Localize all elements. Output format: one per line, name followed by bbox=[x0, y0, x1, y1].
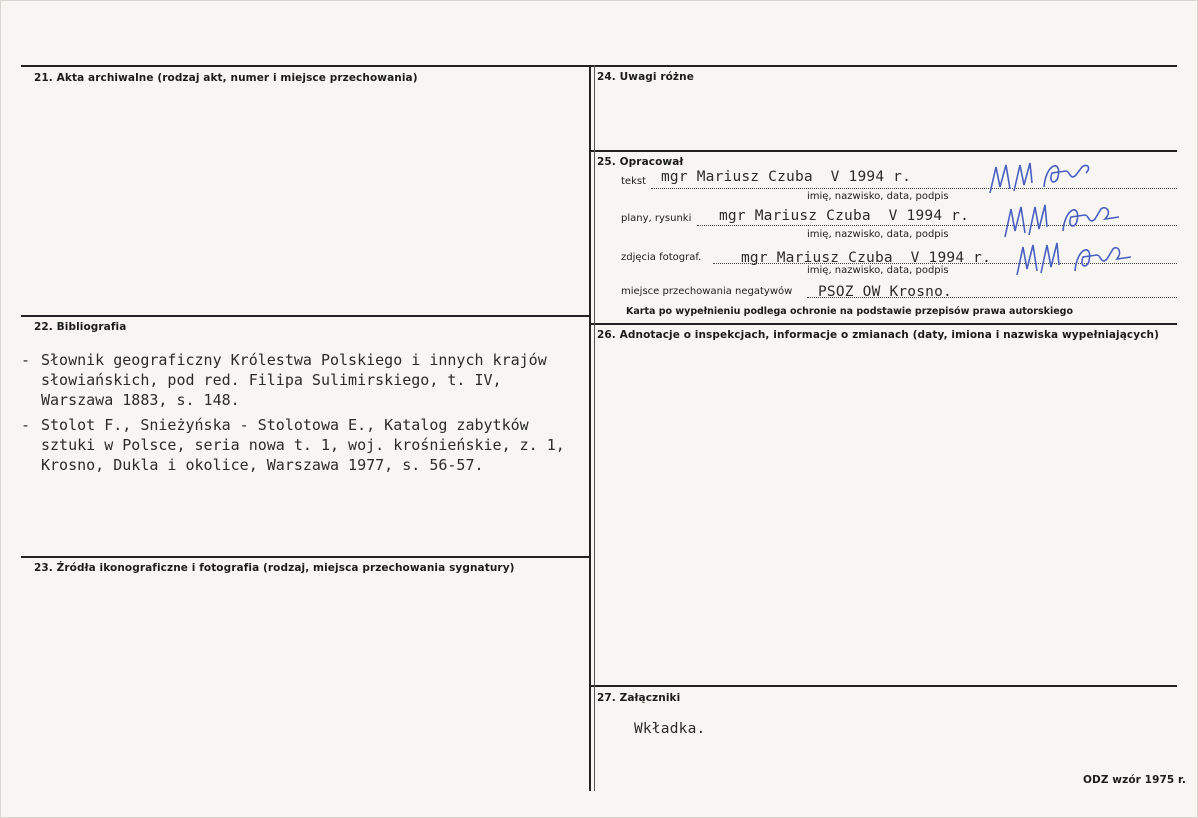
form-footer: ODZ wzór 1975 r. bbox=[1083, 774, 1186, 786]
negatywy-label: miejsce przechowania negatywów bbox=[621, 286, 793, 297]
zdjecia-value: mgr Mariusz Czuba V 1994 r. bbox=[741, 250, 992, 266]
zdjecia-caption: imię, nazwisko, data, podpis bbox=[807, 265, 949, 276]
plany-value: mgr Mariusz Czuba V 1994 r. bbox=[719, 208, 970, 224]
negatywy-value: PSOZ OW Krosno. bbox=[818, 284, 952, 300]
tekst-label: tekst bbox=[621, 176, 646, 187]
section-22-label: 22. Bibliografia bbox=[34, 321, 127, 333]
zdjecia-label: zdjęcia fotograf. bbox=[621, 252, 702, 263]
section-25-label: 25. Opracował bbox=[597, 156, 684, 168]
section-26-label: 26. Adnotacje o inspekcjach, informacje o zmianach (daty, imiona i nazwiska wypełniających) bbox=[597, 329, 1159, 341]
bibliography-item: - Słownik geograficzny Królestwa Polskiego i innych krajów słowiańskich, pod red. Filipa Sulimirskiego, t. IV, Warszawa 1883, s. 148. bbox=[21, 351, 547, 409]
center-divider bbox=[589, 65, 591, 791]
bibliography-item: - Stolot F., Snieżyńska - Stolotowa E., Katalog zabytków sztuki w Polsce, seria nowa t. 1, woj. krośnieńskie, z. 1, Krosno, Dukla i okolice, Warszawa 1977, s. 56-57. bbox=[21, 416, 565, 474]
bibliography-text: Stolot F., Snieżyńska - Stolotowa E., Katalog zabytków sztuki w Polsce, seria nowa t. 1, woj. krośnieńskie, z. 1, Krosno, Dukla i okolice, Warszawa 1977, s. 56-57. bbox=[41, 416, 565, 474]
rule-25-top bbox=[590, 150, 1177, 152]
section-24-label: 24. Uwagi różne bbox=[597, 71, 694, 83]
tekst-caption: imię, nazwisko, data, podpis bbox=[807, 191, 949, 202]
top-rule bbox=[21, 65, 1177, 67]
bibliography-list bbox=[21, 350, 581, 480]
plany-caption: imię, nazwisko, data, podpis bbox=[807, 229, 949, 240]
bibliography-text: Słownik geograficzny Królestwa Polskiego i innych krajów słowiańskich, pod red. Filipa Sulimirskiego, t. IV, Warszawa 1883, s. 148. bbox=[41, 351, 547, 409]
zalaczniki-value: Wkładka. bbox=[634, 721, 706, 737]
rule-23-top bbox=[21, 556, 590, 558]
rule-22-top bbox=[21, 315, 590, 317]
plany-label: plany, rysunki bbox=[621, 213, 692, 224]
section-23-label: 23. Źródła ikonograficzne i fotografia (rodzaj, miejsca przechowania sygnatury) bbox=[34, 562, 515, 574]
section-27-label: 27. Załączniki bbox=[597, 692, 681, 704]
tekst-value: mgr Mariusz Czuba V 1994 r. bbox=[661, 169, 912, 185]
section-21-label: 21. Akta archiwalne (rodzaj akt, numer i miejsce przechowania) bbox=[34, 72, 418, 84]
rule-26-top bbox=[590, 323, 1177, 325]
signature-zdjecia bbox=[1013, 235, 1143, 279]
rule-27-top bbox=[590, 685, 1177, 687]
copyright-note: Karta po wypełnieniu podlega ochronie na podstawie przepisów prawa autorskiego bbox=[626, 306, 1073, 317]
signature-tekst bbox=[986, 153, 1106, 199]
right-inner-divider bbox=[594, 65, 595, 791]
